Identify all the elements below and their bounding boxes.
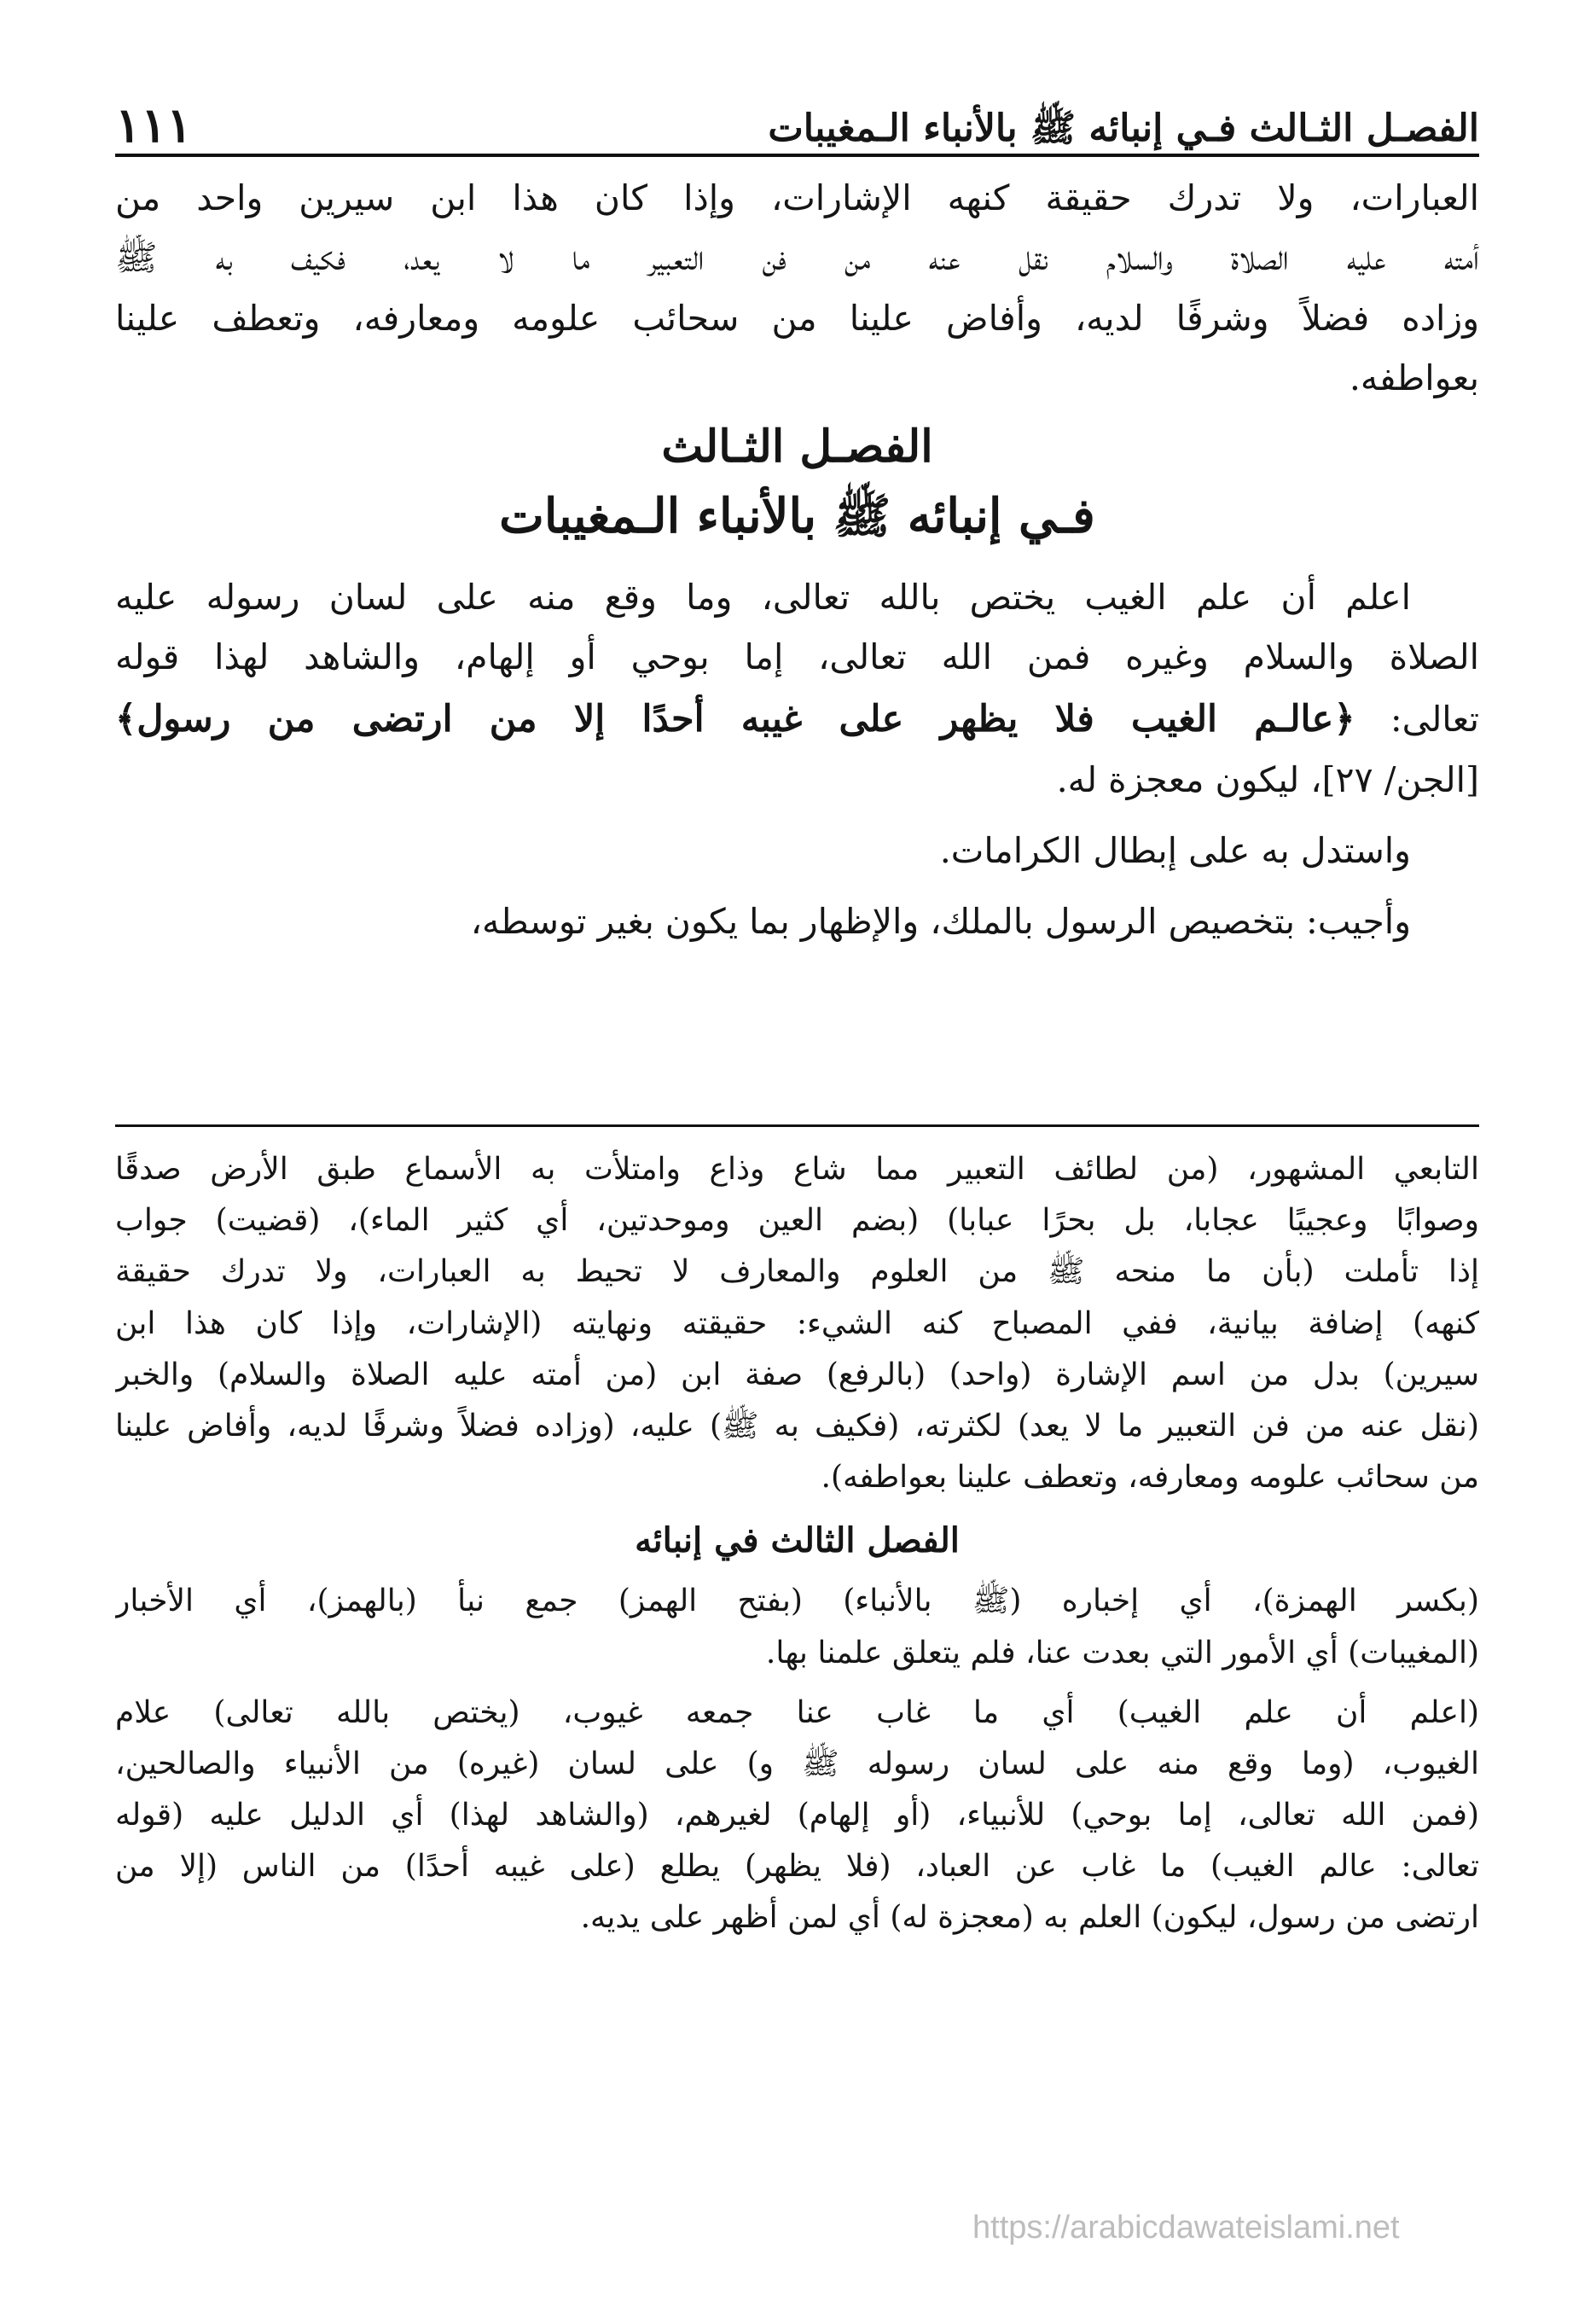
running-header — [115, 73, 1479, 154]
commentary-line: سيرين) بدل من اسم الإشارة (واحد) (بالرفع) صفة ابن (من أمته عليه الصلاة والسلام) والخبر — [115, 1357, 1479, 1392]
header-rule — [115, 154, 1479, 157]
commentary-line: التابعي المشهور، (من لطائف التعبير مما شاع وذاع وامتلأت به الأسماع طبق الأرض صدقًا — [115, 1152, 1479, 1187]
commentary-line: ارتضى من رسول، ليكون) العلم به (معجزة له) أي لمن أظهر على يديه. — [580, 1900, 1479, 1936]
running-title: الفصـل الثـالث فـي إنبائه ﷺ بالأنباء الـمغيبات — [768, 106, 1479, 150]
commentary-line: (اعلم أن علم الغيب) أي ما غاب عنا جمعه غيوب، (يختص بالله تعالى) علام — [115, 1694, 1479, 1730]
text-line: بعواطفه. — [1349, 357, 1479, 399]
footnote-rule — [115, 1124, 1479, 1127]
commentary-line: (نقل عنه من فن التعبير ما لا يعد) لكثرته، (فكيف به ﷺ) عليه، (وزاده فضلاً وشرفًا لديه، وأفاض علينا — [115, 1408, 1479, 1444]
text-line: وزاده فضلاً وشرفًا لديه، وأفاض علينا من سحائب علومه ومعارفه، وتعطف علينا — [115, 297, 1479, 339]
commentary-line: (بكسر الهمزة)، أي إخباره (ﷺ بالأنباء) (بفتح الهمز) جمع نبأ (بالهمز)، أي الأخبار — [115, 1583, 1479, 1619]
commentary-line: (فمن الله تعالى، إما بوحي) للأنبياء، (أو إلهام) لغيرهم، (والشاهد لهذا) أي الدليل عليه (قوله — [115, 1798, 1479, 1833]
ayah-line — [115, 694, 1479, 744]
main-text — [115, 175, 1479, 959]
verse-reference-line: [الجن/ ٢٧]، ليكون معجزة له. — [1056, 758, 1479, 800]
ayah-prefix: تعالى: — [1355, 698, 1479, 740]
commentary-heading: الفصل الثالث في إنبائه — [635, 1520, 960, 1561]
quran-verse: ﴿عالـم الغيب فلا يظهر على غيبه أحدًا إلا من ارتضى من رسول﴾ — [115, 697, 1355, 741]
watermark-url: https://arabicdawateislami.net — [972, 2210, 1400, 2246]
text-line: العبارات، ولا تدرك حقيقة كنهه الإشارات، وإذا كان هذا ابن سيرين واحد من — [115, 177, 1479, 218]
commentary-line: من سحائب علومه ومعارفه، وتعطف علينا بعواطفه). — [821, 1460, 1479, 1496]
text-line: واستدل به على إبطال الكرامات. — [939, 830, 1411, 872]
text-line: وأجيب: بتخصيص الرسول بالملك، والإظهار بما يكون بغير توسطه، — [470, 901, 1411, 943]
text-line: أمته عليه الصلاة والسلام نقل عنه من فن التعبير ما لا يعد، فكيف به ﷺ — [115, 237, 1479, 279]
commentary-line: تعالى: عالم الغيب) ما غاب عن العباد، (فلا يظهر) يطلع (على غيبه أحدًا) من الناس (إلا من — [115, 1849, 1479, 1885]
text-line: اعلم أن علم الغيب يختص بالله تعالى، وما وقع منه على لسان رسوله عليه — [115, 576, 1411, 618]
page-number: ١١١ — [115, 97, 193, 154]
commentary-line: (المغيبات) أي الأمور التي بعدت عنا، فلم يتعلق علمنا بها. — [765, 1635, 1479, 1670]
commentary-line: الغيوب، (وما وقع منه على لسان رسوله ﷺ و) على لسان (غيره) من الأنبياء والصالحين، — [115, 1746, 1479, 1781]
commentary-line: كنهه) إضافة بيانية، ففي المصباح كنه الشيء: حقيقته ونهايته (الإشارات، وإذا كان هذا ابن — [115, 1305, 1479, 1341]
chapter-subheading: فـي إنبائه ﷺ بالأنباء الـمغيبات — [499, 487, 1095, 544]
commentary — [115, 1147, 1479, 1948]
chapter-heading: الفصـل الثـالث — [661, 421, 933, 474]
commentary-line: وصوابًا وعجيبًا عجابا، بل بحرًا عبابا) (بضم العين وموحدتين، أي كثير الماء)، (قضيت) جواب — [115, 1203, 1479, 1239]
commentary-line: إذا تأملت (بأن ما منحه ﷺ من العلوم والمعارف لا تحيط به العبارات، ولا تدرك حقيقة — [115, 1254, 1479, 1290]
text-line: الصلاة والسلام وغيره فمن الله تعالى، إما بوحي أو إلهام، والشاهد لهذا قوله — [115, 636, 1479, 678]
